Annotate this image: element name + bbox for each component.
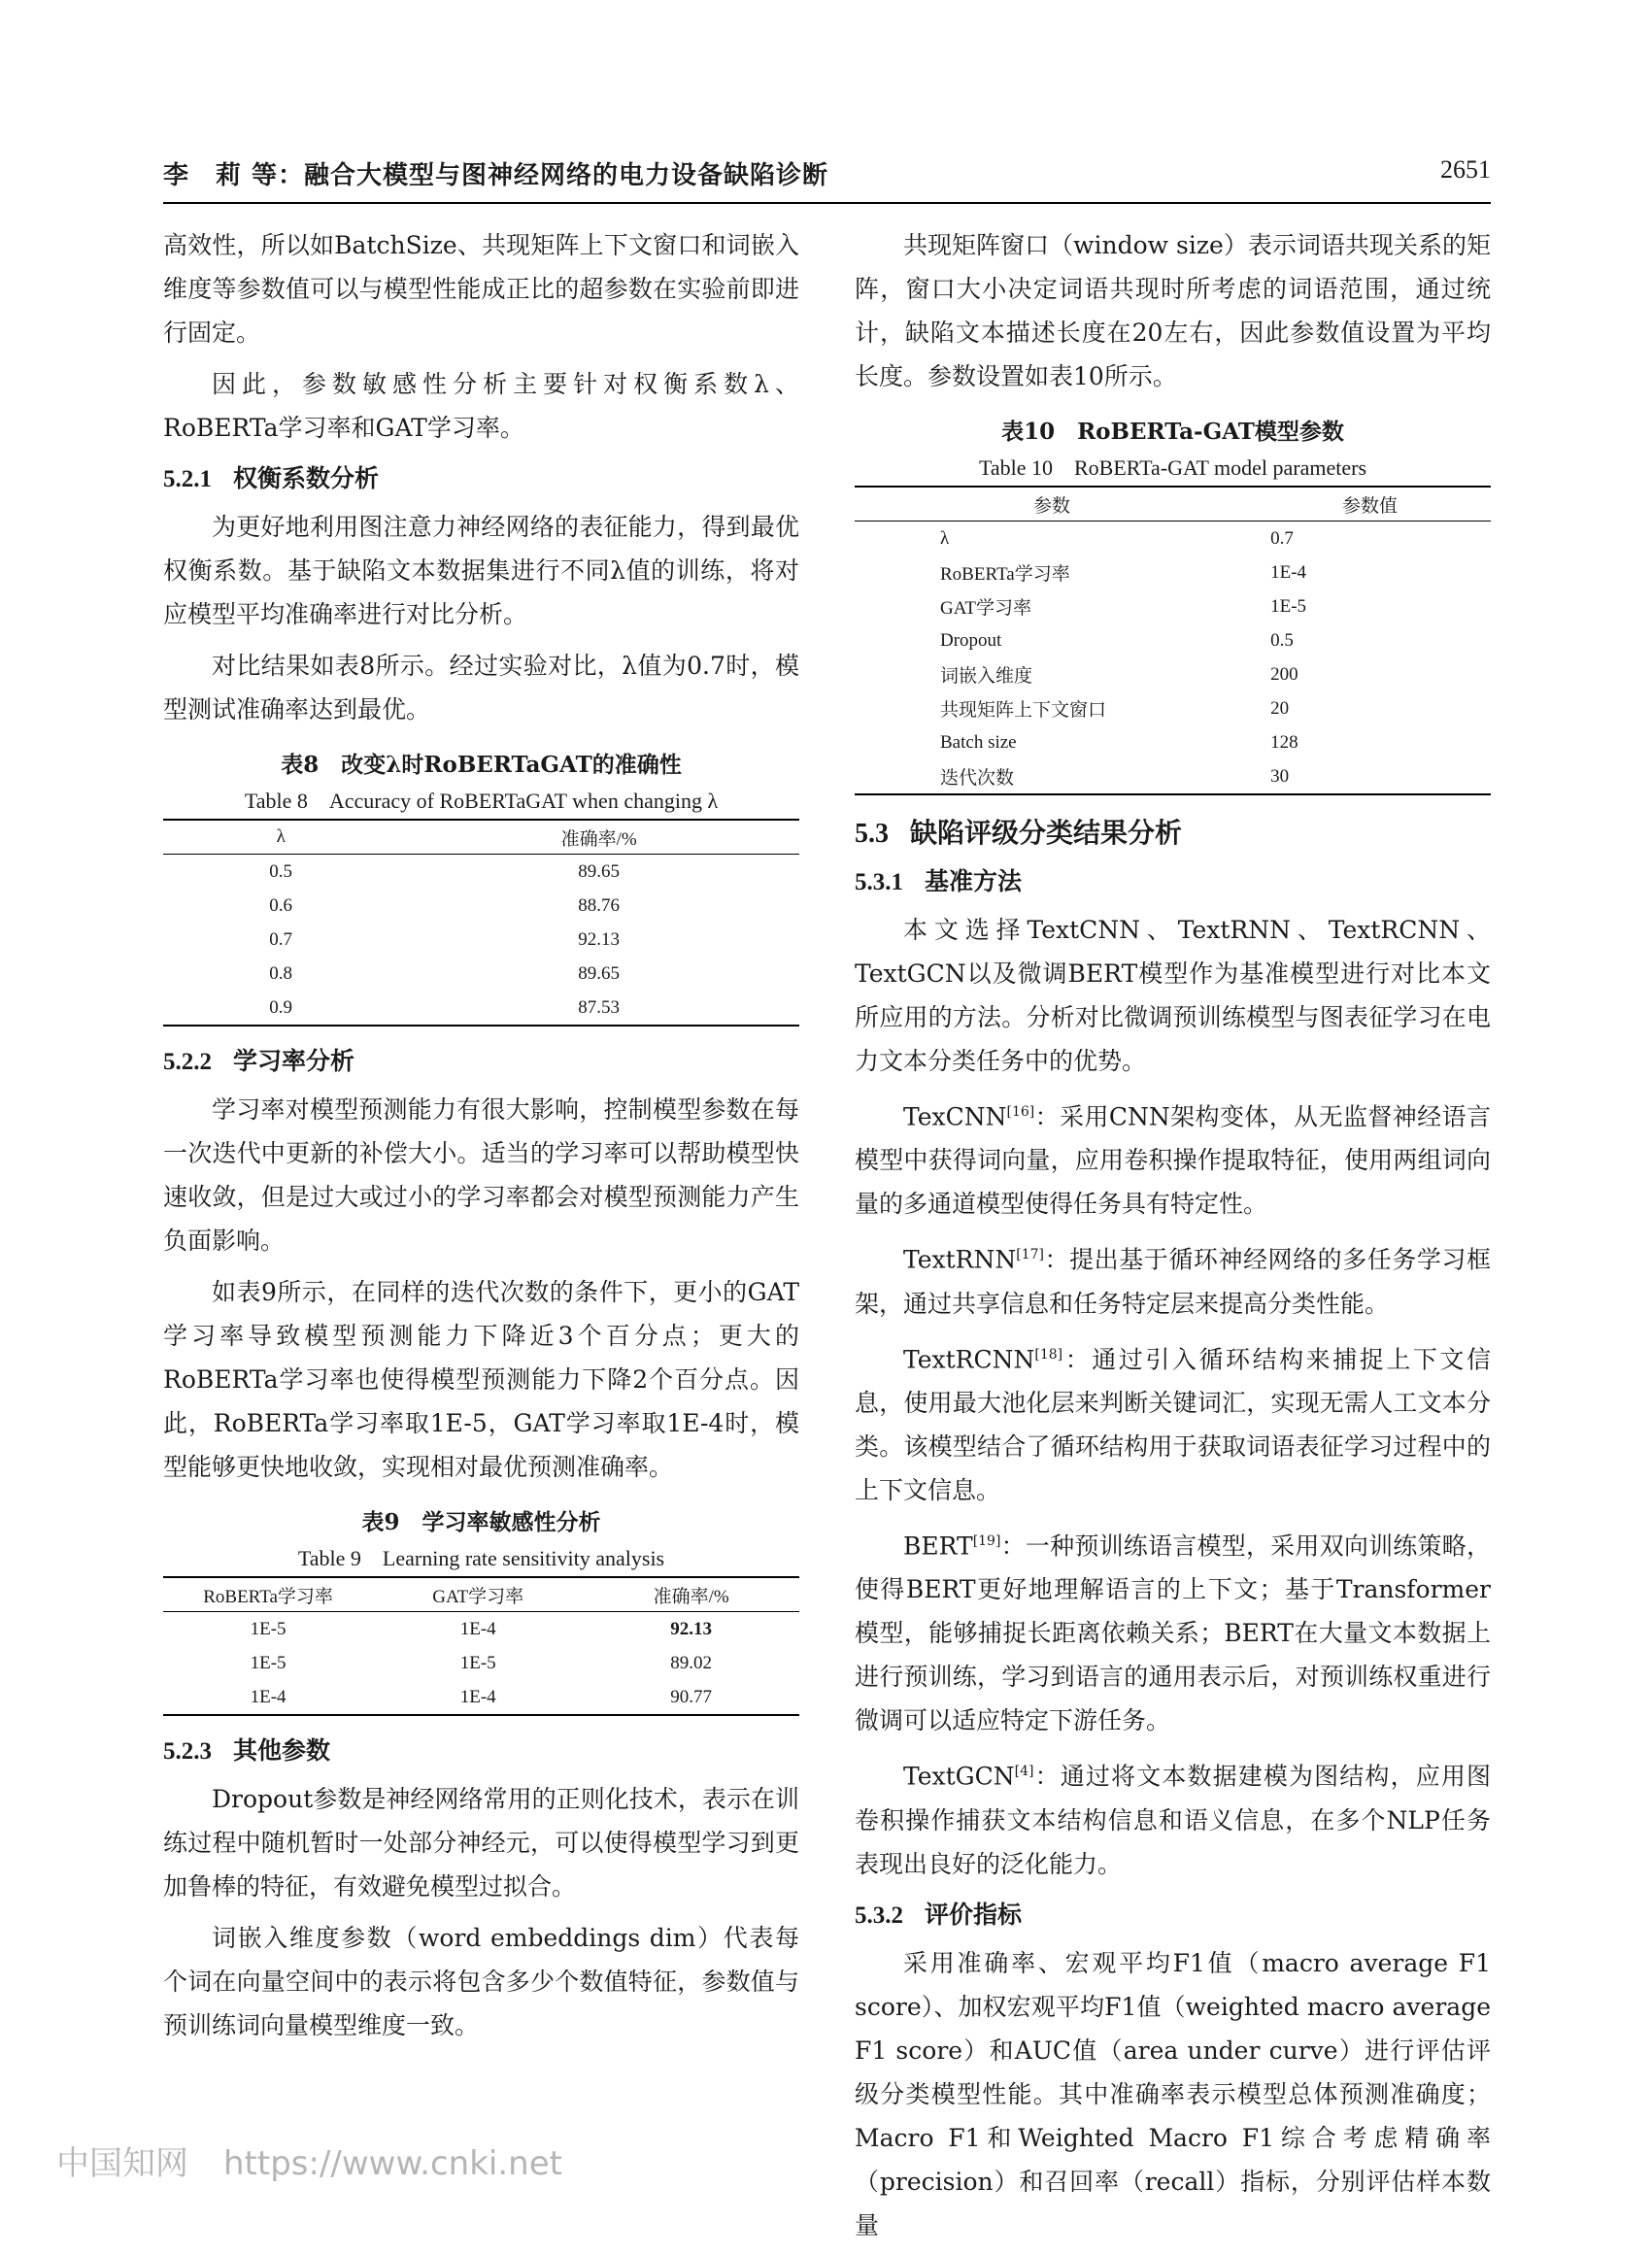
section-title: 其他参数	[233, 1736, 331, 1765]
data-table	[855, 486, 1491, 795]
table-row	[855, 725, 1491, 759]
method-description: ：通过将文本数据建模为图结构，应用图卷积操作捕获文本结构信息和语义信息，在多个NLP任务表现出良好的泛化能力。	[855, 1762, 1491, 1878]
table-cell: 89.65	[578, 962, 621, 984]
table-cell: Batch size	[940, 731, 1017, 753]
column-header: 参数	[1033, 495, 1071, 517]
table-cell: 90.77	[670, 1686, 713, 1707]
table-cell: RoBERTa学习率	[940, 564, 1070, 585]
table-cell-best: 92.13	[670, 1618, 713, 1639]
table-8	[163, 747, 799, 1027]
section-heading-5-2-1	[163, 457, 799, 501]
table-row	[855, 623, 1491, 657]
table-cell: 88.76	[578, 894, 621, 916]
table-cell: 0.8	[269, 962, 293, 984]
method-description: ：通过引入循环结构来捕捉上下文信息，使用最大池化层来判断关键词汇，实现无需人工文本分类。该模型结合了循环结构用于获取词语表征学习过程中的上下文信息。	[855, 1344, 1491, 1504]
table-cell: 0.6	[269, 894, 293, 916]
method-paragraph	[855, 1520, 1491, 1742]
table-row	[163, 855, 799, 890]
table-row	[855, 657, 1491, 691]
method-term: BERT	[903, 1531, 973, 1561]
data-table	[163, 819, 799, 1027]
watermark-url: https://www.cnki.net	[223, 2144, 562, 2183]
table-cell: 0.7	[269, 928, 293, 950]
method-paragraph	[855, 1233, 1491, 1325]
table-cell: 1E-5	[250, 1618, 287, 1639]
table-header-row	[163, 820, 799, 855]
section-heading-5-2-3	[163, 1730, 799, 1773]
method-term: TextRNN	[903, 1245, 1017, 1274]
table-row	[163, 889, 799, 923]
citation-ref: [17]	[1016, 1247, 1044, 1263]
table-cell: 词嵌入维度	[940, 666, 1033, 687]
paragraph: 学习率对模型预测能力有很大影响，控制模型参数在每一次迭代中更新的补偿大小。适当的学习率可以帮助模型快速收敛，但是过大或过小的学习率都会对模型预测能力产生负面影响。	[163, 1095, 799, 1255]
table-row	[855, 589, 1491, 623]
column-header: GAT学习率	[432, 1586, 524, 1607]
method-paragraph	[855, 1333, 1491, 1512]
watermark-brand: 中国知网	[56, 2144, 188, 2183]
table-cell: 0.7	[1270, 527, 1294, 549]
citation-ref: [16]	[1006, 1104, 1035, 1120]
table-cell: 89.02	[670, 1652, 713, 1673]
paragraph: 词嵌入维度参数（word embeddings dim）代表每个词在向量空间中的表示将包含多少个数值特征，参数值与预训练词向量模型维度一致。	[163, 1924, 799, 2039]
section-number: 5.3	[855, 819, 889, 849]
paragraph: 对比结果如表8所示。经过实验对比，λ值为0.7时，模型测试准确率达到最优。	[163, 652, 799, 724]
table-cell: 1E-5	[1270, 595, 1307, 617]
table-row	[163, 923, 799, 957]
paragraph: 如表9所示，在同样的迭代次数的条件下，更小的GAT学习率导致模型预测能力下降近3个百分点；更大的RoBERTa学习率也使得模型预测能力下降2个百分点。因此，RoBERTa学习率取1E-5，GAT学习率取1E-4时，模型能够更快地收敛，实现相对最优预测准确率。	[163, 1278, 799, 1481]
method-term: TexCNN	[903, 1102, 1007, 1131]
section-number: 5.2.2	[163, 1049, 212, 1075]
table-cell: 1E-5	[250, 1652, 287, 1673]
method-paragraph	[855, 1750, 1491, 1885]
table-cell: 128	[1270, 731, 1298, 753]
method-description: ：一种预训练语言模型，采用双向训练策略，使得BERT更好地理解语言的上下文；基于Transformer模型，能够捕捉长距离依赖关系；BERT在大量文本数据上进行预训练，学习到语言的通用表示后，对预训练权重进行微调可以适应特定下游任务。	[855, 1531, 1491, 1735]
paragraph: 共现矩阵窗口（window size）表示词语共现关系的矩阵，窗口大小决定词语共现时所考虑的词语范围，通过统计，缺陷文本描述长度在20左右，因此参数值设置为平均长度。参数设置如表10所示。	[855, 231, 1491, 390]
column-header: 准确率/%	[560, 828, 637, 850]
paragraph: 为更好地利用图注意力神经网络的表征能力，得到最优权衡系数。基于缺陷文本数据集进行不同λ值的训练，将对应模型平均准确率进行对比分析。	[163, 513, 799, 628]
table-caption-en: Table 9 Learning rate sensitivity analysis	[297, 1546, 665, 1570]
table-cell: 0.9	[269, 996, 293, 1018]
section-number: 5.2.3	[163, 1738, 212, 1765]
section-number: 5.2.1	[163, 466, 212, 492]
table-caption-en: Table 8 Accuracy of RoBERTaGAT when changing λ	[244, 789, 719, 813]
table-cell: 200	[1270, 663, 1298, 685]
running-title: 李 莉 等：融合大模型与图神经网络的电力设备缺陷诊断	[163, 161, 829, 190]
paragraph: 因此，参数敏感性分析主要针对权衡系数λ、RoBERTa学习率和GAT学习率。	[163, 370, 799, 442]
section-title: 评价指标	[925, 1900, 1023, 1929]
table-cell: 1E-4	[1270, 561, 1307, 583]
citation-ref: [18]	[1034, 1346, 1063, 1363]
column-header: RoBERTa学习率	[203, 1586, 333, 1607]
table-cell: 共现矩阵上下文窗口	[940, 700, 1107, 721]
paragraph: 采用准确率、宏观平均F1值（macro average F1 score）、加权宏观平均F1值（weighted macro average F1 score）和AUC值（area under curve）进行评估评级分类模型性能。其中准确率表示模型总体预测准确度；Macro F1和Weighted Macro F1综合考虑精确率（precision）和召回率（recall）指标，分别评估样本数量	[855, 1948, 1491, 2239]
method-description: ：提出基于循环神经网络的多任务学习框架，通过共享信息和任务特定层来提高分类性能。	[855, 1245, 1491, 1318]
right-column	[855, 223, 1491, 2255]
table-caption-cn: 表8 改变λ时RoBERTaGAT的准确性	[281, 752, 682, 778]
method-term: TextRCNN	[903, 1344, 1035, 1373]
citation-ref: [4]	[1014, 1764, 1034, 1780]
header-rule	[163, 202, 1491, 204]
method-description: ：采用CNN架构变体，从无监督神经语言模型中获得词向量，应用卷积操作提取特征，使用两组词向量的多通道模型使得任务具有特定性。	[855, 1102, 1491, 1219]
table-row	[855, 759, 1491, 794]
table-cell: 1E-4	[459, 1618, 496, 1639]
cnki-watermark	[56, 2137, 600, 2185]
data-table	[163, 1576, 799, 1716]
column-header: 准确率/%	[653, 1586, 729, 1607]
table-cell: 92.13	[578, 928, 621, 950]
table-9	[163, 1504, 799, 1716]
section-number: 5.3.1	[855, 869, 903, 895]
left-column	[163, 223, 799, 2055]
paragraph: 高效性，所以如BatchSize、共现矩阵上下文窗口和词嵌入维度等参数值可以与模型性能成正比的超参数在实验前即进行固定。	[163, 231, 799, 347]
column-header: 参数值	[1342, 495, 1399, 517]
page-number: 2651	[1440, 155, 1491, 184]
paragraph: Dropout参数是神经网络常用的正则化技术，表示在训练过程中随机暂时一处部分神经元，可以使得模型学习到更加鲁棒的特征，有效避免模型过拟合。	[163, 1785, 799, 1901]
citation-ref: [19]	[972, 1532, 1001, 1549]
table-cell: 0.5	[1270, 629, 1294, 651]
running-header	[163, 155, 1491, 198]
table-row	[855, 522, 1491, 556]
section-heading-5-3	[855, 809, 1491, 858]
table-row	[855, 555, 1491, 589]
table-row	[163, 957, 799, 991]
table-cell: 1E-4	[459, 1686, 496, 1707]
table-row	[163, 991, 799, 1026]
table-header-row	[855, 487, 1491, 522]
table-caption-cn: 表10 RoBERTa-GAT模型参数	[1001, 419, 1344, 445]
table-caption-cn: 表9 学习率敏感性分析	[361, 1509, 601, 1535]
table-cell: λ	[940, 527, 950, 549]
table-cell: GAT学习率	[940, 598, 1031, 619]
table-caption-en: Table 10 RoBERTa-GAT model parameters	[978, 455, 1367, 480]
section-title: 权衡系数分析	[233, 464, 380, 492]
section-title: 学习率分析	[233, 1047, 355, 1075]
section-heading-5-2-2	[163, 1040, 799, 1084]
table-cell: 1E-4	[250, 1686, 287, 1707]
column-header: λ	[276, 826, 286, 847]
table-cell: 0.5	[269, 860, 293, 882]
table-10	[855, 414, 1491, 795]
table-row	[163, 1612, 799, 1647]
section-number: 5.3.2	[855, 1902, 903, 1929]
table-cell: 20	[1270, 697, 1290, 719]
table-cell: 迭代次数	[940, 768, 1015, 789]
table-cell: 89.65	[578, 860, 621, 882]
paragraph: 本文选择TextCNN、TextRNN、TextRCNN、TextGCN以及微调BERT模型作为基准模型进行对比本文所应用的方法。分析对比微调预训练模型与图表征学习在电力文本分类任务中的优势。	[855, 916, 1491, 1075]
method-paragraph	[855, 1091, 1491, 1226]
section-heading-5-3-1	[855, 860, 1491, 904]
section-heading-5-3-2	[855, 1894, 1491, 1937]
table-cell: Dropout	[940, 629, 1002, 651]
table-row	[855, 691, 1491, 725]
table-cell: 30	[1270, 765, 1290, 787]
method-term: TextGCN	[903, 1762, 1015, 1791]
table-row	[163, 1646, 799, 1680]
table-cell: 87.53	[578, 996, 621, 1018]
table-cell: 1E-5	[459, 1652, 496, 1673]
section-title: 基准方法	[925, 867, 1023, 895]
table-header-row	[163, 1577, 799, 1612]
table-row	[163, 1680, 799, 1715]
section-title: 缺陷评级分类结果分析	[910, 817, 1183, 849]
